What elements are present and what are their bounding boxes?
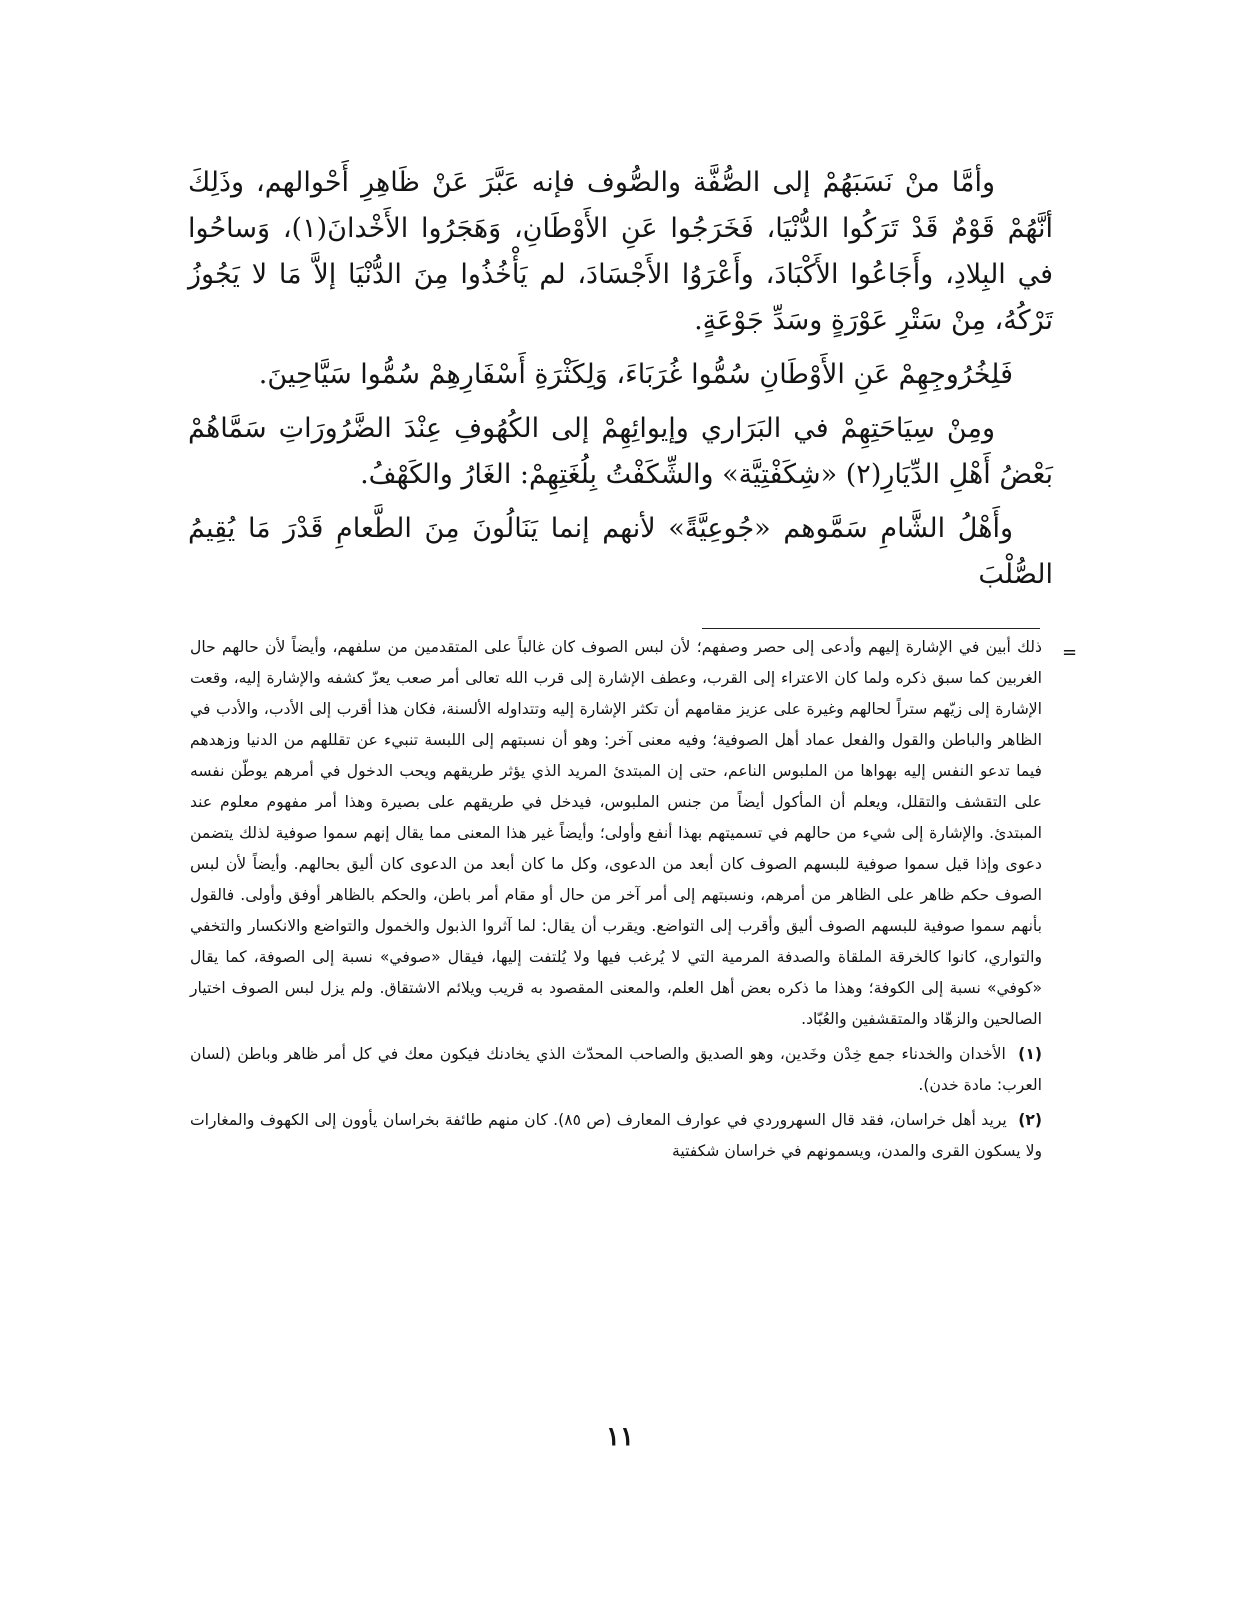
footnote-1	[190, 1039, 1042, 1101]
footnote-2	[190, 1105, 1042, 1167]
footnote-continuation-mark: =	[1062, 642, 1078, 663]
footnote-number: (١)	[1018, 1045, 1042, 1063]
footnotes	[190, 632, 1042, 1167]
footnote-continuation: ذلك أبين في الإشارة إليهم وأدعى إلى حصر وصفهم؛ لأن لبس الصوف كان غالباً على المتقدمين من سلفهم، وأيضاً لأن حالهم حال الغربين كما سبق ذكره ولما كان الاعتراء إلى القرب، وعطف الإشارة إلى قرب الله تعالى أمر صعب يعزّ كشفه والإشارة إليه، وقعت الإشارة إلى زيّهم ستراً لحالهم وغيرة على عزيز مقامهم أن تكثر الإشارة إليه وتتداوله الألسنة، فكان هذا أقرب إلى الأدب، والأدب في الظاهر والباطن والقول والفعل عماد أهل الصوفية؛ وفيه معنى آخر: وهو أن نسبتهم إلى اللبسة تنبيء عن تقللهم من الدنيا وزهدهم فيما تدعو النفس إليه بهواها من الملبوس الناعم، حتى إن المبتدئ المريد الذي يؤثر طريقهم ويحب الدخول في أمرهم يوطّن نفسه على التقشف والتقلل، ويعلم أن المأكول أيضاً من جنس الملبوس، فيدخل في طريقهم على بصيرة وهذا أمر مفهوم معلوم عند المبتدئ. والإشارة إلى شيء من حالهم في تسميتهم بهذا أنفع وأولى؛ وأيضاً غير هذا المعنى مما يقال إنهم سموا صوفية لذلك يتضمن دعوى وإذا قيل سموا صوفية للبسهم الصوف كان أبعد من الدعوى، وكل ما كان أبعد من الدعوى كان أليق بحالهم. وأيضاً لأن لبس الصوف حكم ظاهر على الظاهر من أمرهم، ونسبتهم إلى أمر آخر من حال أو مقام أمر باطن، والحكم بالظاهر أوفق وأولى. فالقول بأنهم سموا صوفية للبسهم الصوف أليق وأقرب إلى التواضع. ويقرب أن يقال: لما آثروا الذبول والخمول والتواضع والانكسار والتخفي والتواري، كانوا كالخرقة الملقاة والصدفة المرمية التي لا يُرغب فيها ولا يُلتفت إليها، فيقال «صوفي» نسبة إلى الصوفة، كما يقال «كوفي» نسبة إلى الكوفة؛ وهذا ما ذكره بعض أهل العلم، والمعنى المقصود به قريب ويلائم الاشتقاق. ولم يزل لبس الصوف اختيار الصالحين والزهّاد والمتقشفين والعُبّاد.	[190, 638, 1042, 1028]
main-paragraph: ومِنْ سِيَاحَتِهِمْ في البَرَاري وإيوائِهِمْ إلى الكُهُوفِ عِنْدَ الضَّرُورَاتِ سَمَّاهُمْ بَعْضُ أَهْلِ الدِّيَارِ(٢) «شِكَفْتِيَّة» والشِّكَفْتُ بِلُغَتِهِمْ: الغَارُ والكَهْفُ.	[188, 413, 1053, 490]
main-paragraph: فَلِخُرُوجِهِمْ عَنِ الأَوْطَانِ سُمُّوا غُرَبَاءَ، وَلِكَثْرَةِ أَسْفَارِهِمْ سُمُّوا سَيَّاحِينَ.	[258, 359, 1013, 390]
page-number: ١١	[606, 1422, 634, 1452]
main-text	[188, 160, 1053, 606]
footnote-separator	[702, 628, 1040, 629]
main-paragraph: وأَهْلُ الشَّامِ سَمَّوهم «جُوعِيَّةً» لأنهم إنما يَنَالُونَ مِنَ الطَّعامِ قَدْرَ مَا يُقِيمُ الصُّلْبَ	[188, 513, 1053, 590]
footnote-number: (٢)	[1018, 1111, 1042, 1129]
footnote-text: الأخدان والخدناء جمع خِدْن وخَدين، وهو الصديق والصاحب المحدّث الذي يخادنك فيكون معك في كل أمر ظاهر وباطن (لسان العرب: مادة خدن).	[190, 1045, 1042, 1094]
footnote-text: يريد أهل خراسان، فقد قال السهروردي في عوارف المعارف (ص ٨٥). كان منهم طائفة بخراسان يأوون إلى الكهوف والمغارات ولا يسكون القرى والمدن، ويسمونهم في خراسان شكفتية	[190, 1111, 1042, 1160]
main-paragraph: وأمَّا منْ نَسَبَهُمْ إلى الصُّفَّة والصُّوف فإنه عَبَّرَ عَنْ ظَاهِرِ أَحْوالهم، وذَلِكَ أنَّهُمْ قَوْمٌ قَدْ تَرَكُوا الدُّنْيَا، فَخَرَجُوا عَنِ الأَوْطَانِ، وَهَجَرُوا الأَخْدانَ(١)، وَساحُوا في البِلادِ، وأَجَاعُوا الأَكْبَادَ، وأَعْرَوُا الأَجْسَادَ، لم يَأْخُذُوا مِنَ الدُّنْيَا إلاَّ مَا لا يَجُوزُ تَرْكُهُ، مِنْ سَتْرِ عَوْرَةٍ وسَدِّ جَوْعَةٍ.	[188, 167, 1054, 336]
